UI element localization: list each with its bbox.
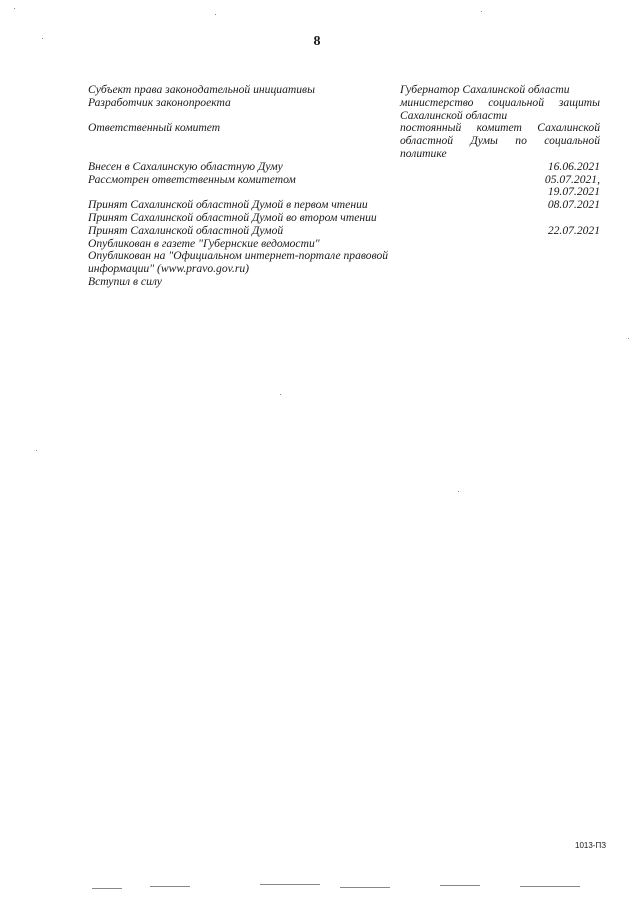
- developer-value-line-1: министерство социальной защиты: [400, 95, 600, 109]
- scan-speck: [481, 11, 482, 12]
- developer-row: [88, 97, 600, 123]
- second-reading-label: Принят Сахалинской областной Думой во втором чтении: [88, 210, 377, 224]
- in-force-row: [88, 276, 600, 289]
- scan-speck: [42, 38, 43, 39]
- published-portal-label-line-2: информации" (www.pravo.gov.ru): [88, 262, 249, 276]
- second-reading-row: [88, 212, 600, 225]
- committee-value-line-3: политике: [400, 146, 447, 160]
- scan-speck: [520, 886, 580, 887]
- scan-speck: [280, 394, 281, 395]
- footer-document-code: 1013-ПЗ: [575, 841, 607, 850]
- published-newspaper-label: Опубликован в газете "Губернские ведомости": [88, 236, 320, 250]
- in-force-label: Вступил в силу: [88, 274, 162, 288]
- adopted-date: 22.07.2021: [547, 223, 600, 237]
- first-reading-date: 08.07.2021: [547, 198, 600, 212]
- considered-date-1: 05.07.2021,: [544, 172, 600, 186]
- considered-dates: [400, 174, 600, 200]
- developer-label: Разработчик законопроекта: [88, 95, 231, 109]
- page-number: 8: [313, 34, 321, 49]
- published-portal-label-line-1: Опубликован на "Официальном интернет-портале правовой: [88, 249, 389, 263]
- developer-value: [400, 97, 600, 123]
- second-reading-date: [450, 212, 600, 225]
- adopted-row: [88, 225, 600, 238]
- scan-speck: [628, 338, 629, 339]
- committee-row: [88, 122, 600, 160]
- committee-value: [400, 122, 600, 160]
- scan-speck: [14, 8, 15, 9]
- scan-speck: [36, 450, 37, 451]
- scan-speck: [458, 491, 459, 492]
- scan-speck: [150, 886, 190, 887]
- committee-value-line-1: постоянный комитет Сахалинской: [400, 121, 600, 135]
- subject-value: Губернатор Сахалинской области: [400, 83, 570, 96]
- submitted-date: 16.06.2021: [547, 159, 600, 173]
- subject-label: Субъект права законодательной инициативы: [88, 83, 315, 96]
- published-portal-row: [88, 250, 600, 276]
- scan-speck: [340, 887, 390, 888]
- legislative-history-block: [88, 84, 600, 289]
- subject-row: [88, 84, 600, 97]
- first-reading-label: Принят Сахалинской областной Думой в первом чтении: [88, 198, 368, 212]
- committee-value-line-2: областной Думы по социальной: [400, 134, 600, 148]
- considered-date-2: 19.07.2021: [547, 185, 600, 199]
- committee-label: Ответственный комитет: [88, 121, 221, 135]
- published-portal-label: [88, 250, 398, 276]
- scan-speck: [215, 14, 216, 15]
- scan-speck: [260, 884, 320, 885]
- submitted-row: [88, 161, 600, 174]
- submitted-label: Внесен в Сахалинскую областную Думу: [88, 159, 283, 173]
- scan-speck: [440, 885, 480, 886]
- developer-value-line-2: Сахалинской области: [400, 108, 508, 122]
- adopted-label: Принят Сахалинской областной Думой: [88, 223, 284, 237]
- considered-label: Рассмотрен ответственным комитетом: [88, 172, 296, 186]
- considered-row: [88, 174, 600, 200]
- scan-speck: [92, 888, 122, 889]
